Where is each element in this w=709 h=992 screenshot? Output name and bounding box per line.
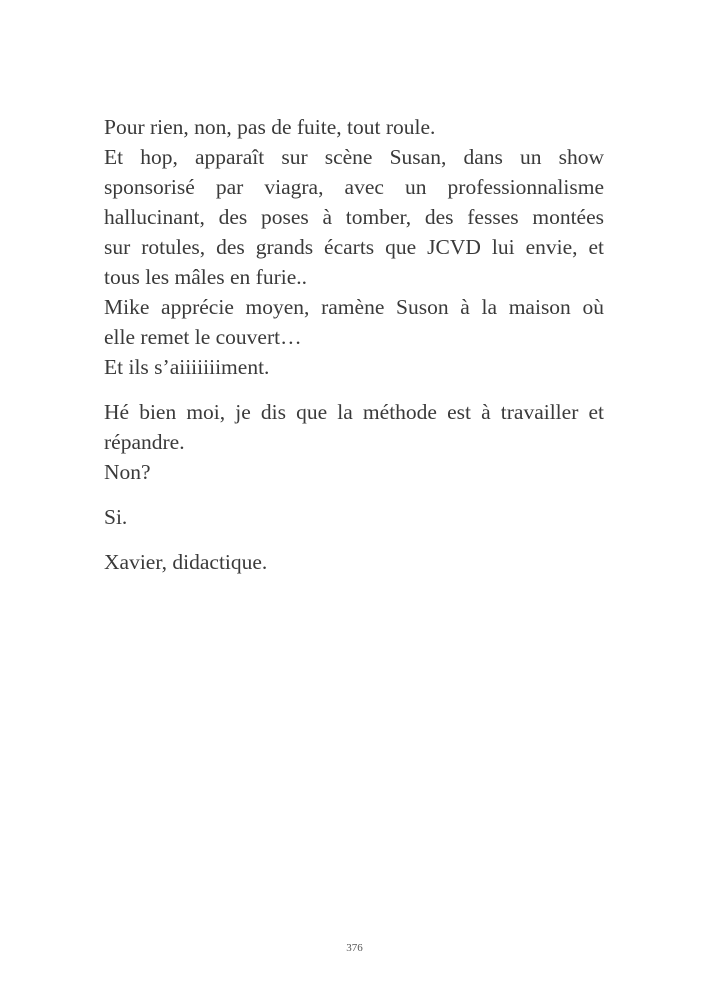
paragraph [104,112,604,382]
text-line: elle remet le couvert… [104,325,302,349]
page-number: 376 [346,942,363,954]
text-line: Mike apprécie moyen, ramène Suson à la maison où [104,295,604,319]
text-line: sponsorisé par viagra, avec un professionnalisme [104,175,604,199]
text-line: Si. [104,505,128,529]
paragraph [104,502,604,532]
text-line: tous les mâles en furie.. [104,265,308,289]
text-line: Et ils s’aiiiiiiiment. [104,355,270,379]
text-line: hallucinant, des poses à tomber, des fesses montées [104,205,604,229]
text-line: répandre. [104,430,185,454]
text-line: Xavier, didactique. [104,550,268,574]
text-line: Non? [104,460,151,484]
text-line: Hé bien moi, je dis que la méthode est à travailler et [104,400,604,424]
paragraph [104,547,604,577]
text-line: sur rotules, des grands écarts que JCVD lui envie, et [104,235,604,259]
paragraph [104,397,604,487]
page-body [104,112,604,592]
text-line: Pour rien, non, pas de fuite, tout roule. [104,115,436,139]
text-line: Et hop, apparaît sur scène Susan, dans un show [104,145,604,169]
